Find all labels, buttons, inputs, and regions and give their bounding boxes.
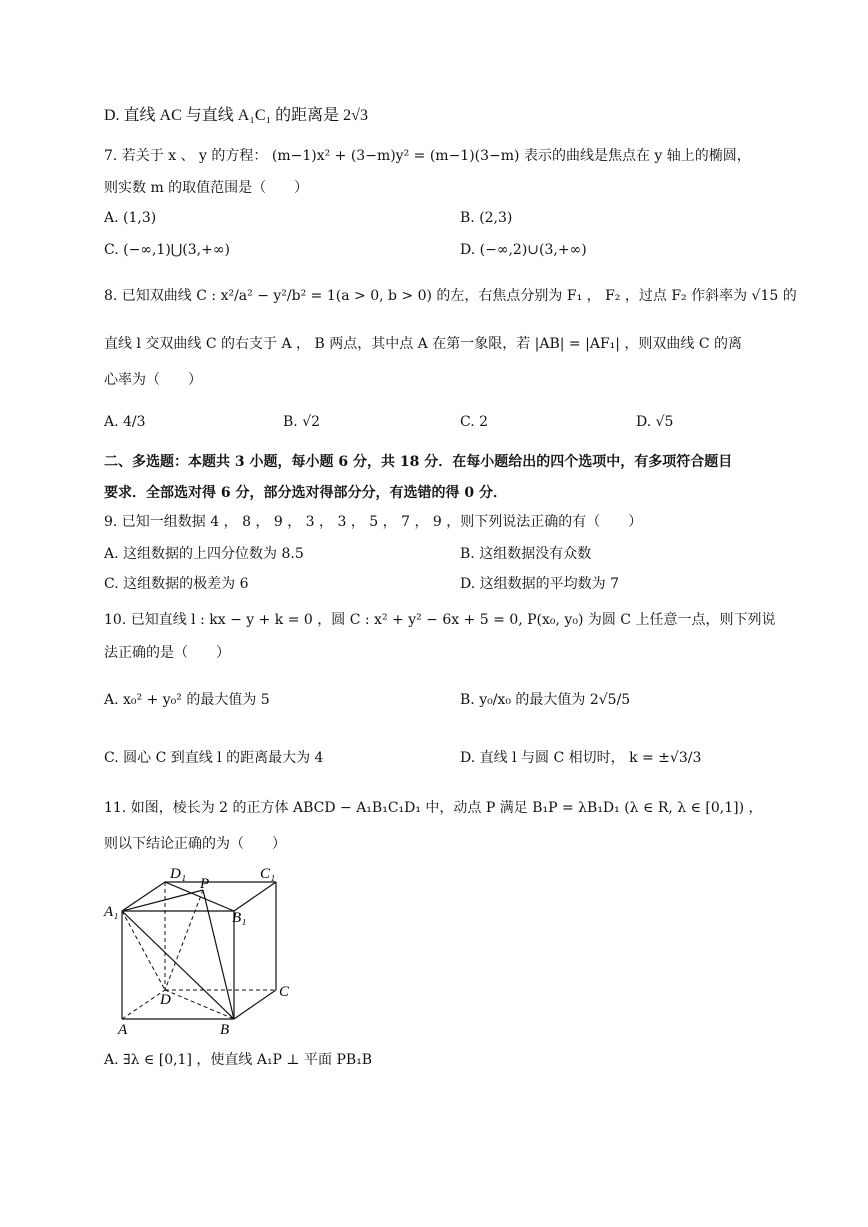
q6-option-d: D. 直线 AC 与直线 A₁C₁ 的距离是 2√3 bbox=[104, 107, 368, 124]
hidden-segment-d-b bbox=[165, 990, 234, 1019]
q8-stem-line2: 直线 l 交双曲线 C 的右支于 A ， B 两点，其中点 A 在第一象限，若 |AB| = |AF₁| ，则双曲线 C 的离 bbox=[104, 336, 743, 352]
q10-option-a: A. x₀² + y₀² 的最大值为 5 bbox=[104, 692, 270, 708]
q8-option-c: C. 2 bbox=[460, 414, 489, 430]
q11-stem-line2: 则以下结论正确的为（ ） bbox=[104, 836, 286, 852]
q9-stem: 9. 已知一组数据 4 ， 8 ， 9 ， 3 ， 3 ， 5 ， 7 ， 9 ，则下列说法正确的有（ ） bbox=[104, 514, 643, 530]
label-a: A bbox=[118, 1022, 128, 1037]
section2-heading-line2: 要求．全部选对得 6 分，部分选对得部分分，有选错的得 0 分． bbox=[104, 485, 507, 501]
edge-a1-d1 bbox=[122, 882, 165, 911]
q7-stem-line1: 7. 若关于 x 、 y 的方程： (m−1)x² + (3−m)y² = (m−1)(3−m) 表示的曲线是焦点在 y 轴上的椭圆， bbox=[104, 148, 751, 164]
q7-option-c: C. (−∞,1)⋃(3,+∞) bbox=[104, 242, 230, 258]
label-d1: D₁ bbox=[170, 866, 187, 882]
q10-option-c: C. 圆心 C 到直线 l 的距离最大为 4 bbox=[104, 750, 324, 766]
q11-stem-line1: 11. 如图，棱长为 2 的正方体 ABCD − A₁B₁C₁D₁ 中，动点 P 满足 B₁P = λB₁D₁ (λ ∈ R, λ ∈ [0,1]) ， bbox=[104, 800, 763, 816]
label-c: C bbox=[279, 984, 290, 1000]
cube-figure bbox=[100, 862, 300, 1037]
label-b: B bbox=[220, 1022, 230, 1037]
q9-option-c: C. 这组数据的极差为 6 bbox=[104, 576, 249, 592]
q8-option-d: D. √5 bbox=[636, 414, 674, 430]
label-a1: A₁ bbox=[104, 904, 119, 920]
label-b1: B₁ bbox=[232, 910, 247, 926]
q9-option-b: B. 这组数据没有众数 bbox=[460, 546, 592, 562]
q7-option-a: A. (1,3) bbox=[104, 210, 157, 226]
hidden-edge-a-d bbox=[122, 990, 165, 1019]
hidden-segment-p-d bbox=[165, 890, 203, 990]
hidden-segment-a1-d bbox=[122, 911, 165, 990]
q9-option-a: A. 这组数据的上四分位数为 8.5 bbox=[104, 546, 304, 562]
q8-option-b: B. √2 bbox=[283, 414, 321, 430]
label-p: P bbox=[200, 876, 210, 892]
section2-heading-line1: 二、多选题：本题共 3 小题，每小题 6 分，共 18 分．在每小题给出的四个选项中，有多项符合题目 bbox=[104, 454, 733, 470]
q8-stem-line3: 心率为（ ） bbox=[104, 372, 202, 388]
q10-stem-line1: 10. 已知直线 l : kx − y + k = 0 ，圆 C : x² + y² − 6x + 5 = 0, P(x₀, y₀) 为圆 C 上任意一点，则下列说 bbox=[104, 612, 776, 628]
q7-stem-line2: 则实数 m 的取值范围是（ ） bbox=[104, 180, 309, 196]
label-d: D bbox=[160, 992, 171, 1008]
q11-option-a: A. ∃λ ∈ [0,1] ，使直线 A₁P ⊥ 平面 PB₁B bbox=[104, 1052, 373, 1068]
q8-stem-line1: 8. 已知双曲线 C : x²/a² − y²/b² = 1(a > 0, b > 0) 的左，右焦点分别为 F₁ ， F₂ ，过点 F₂ 作斜率为 √15 的 bbox=[104, 288, 797, 304]
segment-a1-b bbox=[122, 911, 234, 1019]
q9-option-d: D. 这组数据的平均数为 7 bbox=[460, 576, 619, 592]
q10-option-d: D. 直线 l 与圆 C 相切时， k = ±√3/3 bbox=[460, 750, 702, 766]
q7-option-b: B. (2,3) bbox=[460, 210, 513, 226]
q7-option-d: D. (−∞,2)∪(3,+∞) bbox=[460, 242, 587, 258]
q10-option-b: B. y₀/x₀ 的最大值为 2√5/5 bbox=[460, 692, 631, 708]
edge-b-c bbox=[234, 990, 276, 1019]
edge-c1-b1 bbox=[234, 882, 276, 911]
q10-stem-line2: 法正确的是（ ） bbox=[104, 645, 230, 661]
q8-option-a: A. 4/3 bbox=[104, 414, 146, 430]
label-c1: C₁ bbox=[260, 866, 276, 882]
